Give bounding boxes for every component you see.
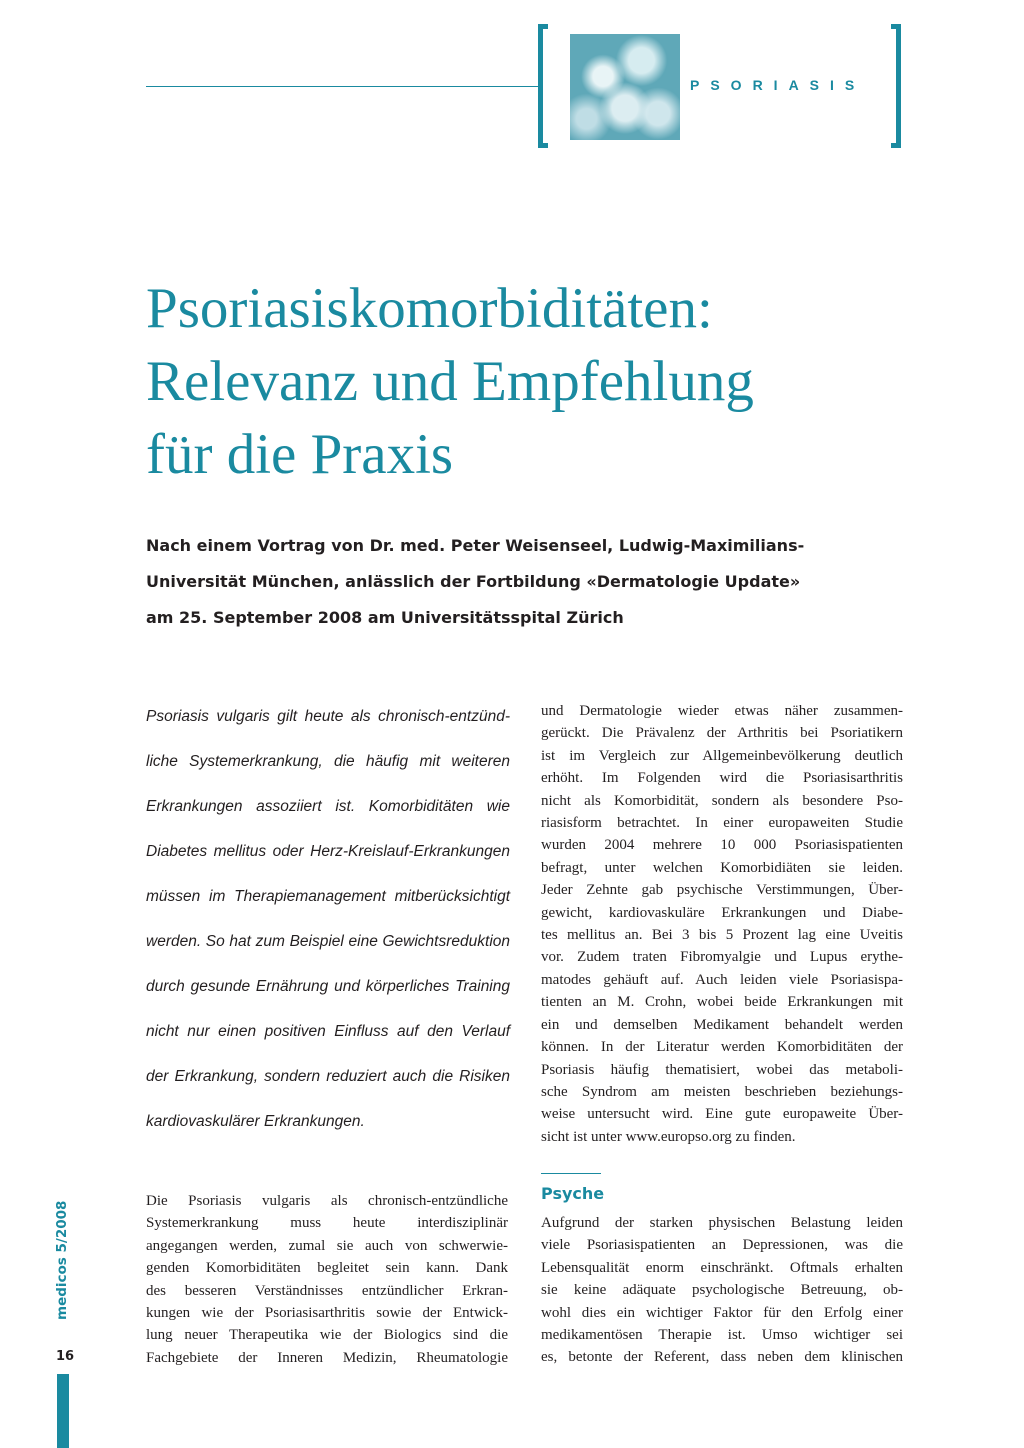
- body-line: viele Psoriasispatienten an Depressionen, was die: [541, 1237, 903, 1254]
- lead-line: liche Systemerkrankung, die häufig mit weiteren: [146, 753, 510, 770]
- lead-line: Psoriasis vulgaris gilt heute als chronisch-entzünd-: [146, 708, 510, 725]
- body-line: genden Komorbiditäten begleitet sein kann. Dank: [146, 1260, 508, 1277]
- body-line: medikamentösen Therapie ist. Umso wichtiger sei: [541, 1327, 903, 1344]
- title-line: für die Praxis: [146, 423, 454, 486]
- body-line: wurden 2004 mehrere 10 000 Psoriasispatienten: [541, 837, 903, 854]
- body-line: tes mellitus an. Bei 3 bis 5 Prozent lag eine Uveitis: [541, 927, 903, 944]
- subtitle-line: Nach einem Vortrag von Dr. med. Peter Weisenseel, Ludwig-Maximilians-: [146, 536, 805, 555]
- lead-line: müssen im Therapiemanagement mitberücksichtigt: [146, 888, 510, 905]
- left-column-body: [146, 1190, 508, 1369]
- body-line: können. In der Literatur werden Komorbiditäten der: [541, 1039, 903, 1056]
- header-bracket-left: [538, 24, 548, 148]
- header-rule: [146, 86, 538, 87]
- section-heading-psyche: Psyche: [541, 1184, 605, 1203]
- body-line: sche Syndrom am meisten beschrieben beziehungs-: [541, 1083, 903, 1100]
- body-line: Systemerkrankung muss heute interdisziplinär: [146, 1215, 508, 1232]
- body-line: ein und demselben Medikament behandelt werden: [541, 1016, 903, 1033]
- body-line: gerückt. Die Prävalenz der Arthritis bei Psoriatikern: [541, 725, 903, 742]
- body-line: befragt, unter welchen Komorbidiäten sie leiden.: [541, 859, 903, 876]
- right-column-intro: [541, 700, 903, 1148]
- body-line: gewicht, kardiovaskuläre Erkrankungen und Diabe-: [541, 904, 903, 921]
- section-label: PSORIASIS: [690, 77, 866, 93]
- body-line: Fachgebiete der Inneren Medizin, Rheumatologie: [146, 1349, 508, 1366]
- body-line: Die Psoriasis vulgaris als chronisch-entzündliche: [146, 1193, 508, 1209]
- body-line: sie keine adäquate psychologische Betreuung, ob-: [541, 1282, 903, 1299]
- section-divider: [541, 1173, 601, 1174]
- lead-line: Erkrankungen assoziiert ist. Komorbiditäten wie: [146, 798, 510, 815]
- body-line: weise untersucht wird. Eine gute europaweite Über-: [541, 1106, 903, 1123]
- body-line: sicht ist unter www.europso.org zu finden.: [541, 1128, 796, 1145]
- body-line: angegangen werden, zumal sie auch von schwerwie-: [146, 1237, 508, 1254]
- journal-issue-label: medicos 5/2008: [54, 1200, 70, 1320]
- body-line: vor. Zudem traten Fibromyalgie und Lupus erythe-: [541, 949, 903, 966]
- subtitle-line: am 25. September 2008 am Universitätsspital Zürich: [146, 608, 624, 627]
- lead-line: Diabetes mellitus oder Herz-Kreislauf-Erkrankungen: [146, 843, 510, 860]
- body-line: tienten an M. Crohn, wobei beide Erkrankungen mit: [541, 994, 903, 1011]
- lead-paragraph: [146, 694, 510, 1144]
- article-subtitle: [146, 528, 886, 636]
- body-line: kungen wie der Psoriasisarthritis sowie der Entwick-: [146, 1305, 508, 1322]
- title-line: Psoriasiskomorbiditäten:: [146, 277, 713, 340]
- body-line: wohl dies ein wichtiger Faktor für den Erfolg einer: [541, 1304, 903, 1321]
- header-bracket-right: [891, 24, 901, 148]
- body-line: matodes gehäuft auf. Auch leiden viele Psoriasispa-: [541, 971, 903, 988]
- page-edge-bar: [57, 1374, 69, 1448]
- body-line: erhöht. Im Folgenden wird die Psoriasisarthritis: [541, 770, 903, 787]
- body-line: Lebensqualität enorm einschränkt. Oftmals erhalten: [541, 1259, 903, 1276]
- body-line: lung neuer Therapeutika wie der Biologics sind die: [146, 1327, 508, 1344]
- lead-line: durch gesunde Ernährung und körperliches Training: [146, 978, 510, 995]
- lead-line: werden. So hat zum Beispiel eine Gewichtsreduktion: [146, 933, 510, 950]
- lead-line: kardiovaskulärer Erkrankungen.: [146, 1113, 365, 1130]
- right-column-psyche: [541, 1212, 903, 1369]
- body-line: Jeder Zehnte gab psychische Verstimmungen, Über-: [541, 882, 903, 899]
- body-line: Aufgrund der starken physischen Belastung leiden: [541, 1215, 903, 1231]
- article-title: [146, 272, 926, 491]
- body-line: des besseren Verständnisses entzündlicher Erkran-: [146, 1282, 508, 1299]
- body-line: Psoriasis häufig thematisiert, wobei das metaboli-: [541, 1061, 903, 1078]
- title-line: Relevanz und Empfehlung: [146, 350, 754, 413]
- lead-line: der Erkrankung, sondern reduziert auch die Risiken: [146, 1068, 510, 1085]
- header-photo: [570, 34, 680, 140]
- body-line: und Dermatologie wieder etwas näher zusammen-: [541, 703, 903, 719]
- body-line: es, betonte der Referent, dass neben dem klinischen: [541, 1349, 903, 1366]
- body-line: riasisform betrachtet. In einer europaweiten Studie: [541, 815, 903, 832]
- body-line: ist im Vergleich zur Allgemeinbevölkerung deutlich: [541, 747, 903, 764]
- subtitle-line: Universität München, anlässlich der Fortbildung «Dermatologie Update»: [146, 572, 801, 591]
- page-number: 16: [56, 1349, 75, 1364]
- lead-line: nicht nur einen positiven Einfluss auf den Verlauf: [146, 1023, 510, 1040]
- body-line: nicht als Komorbidität, sondern als besondere Pso-: [541, 792, 903, 809]
